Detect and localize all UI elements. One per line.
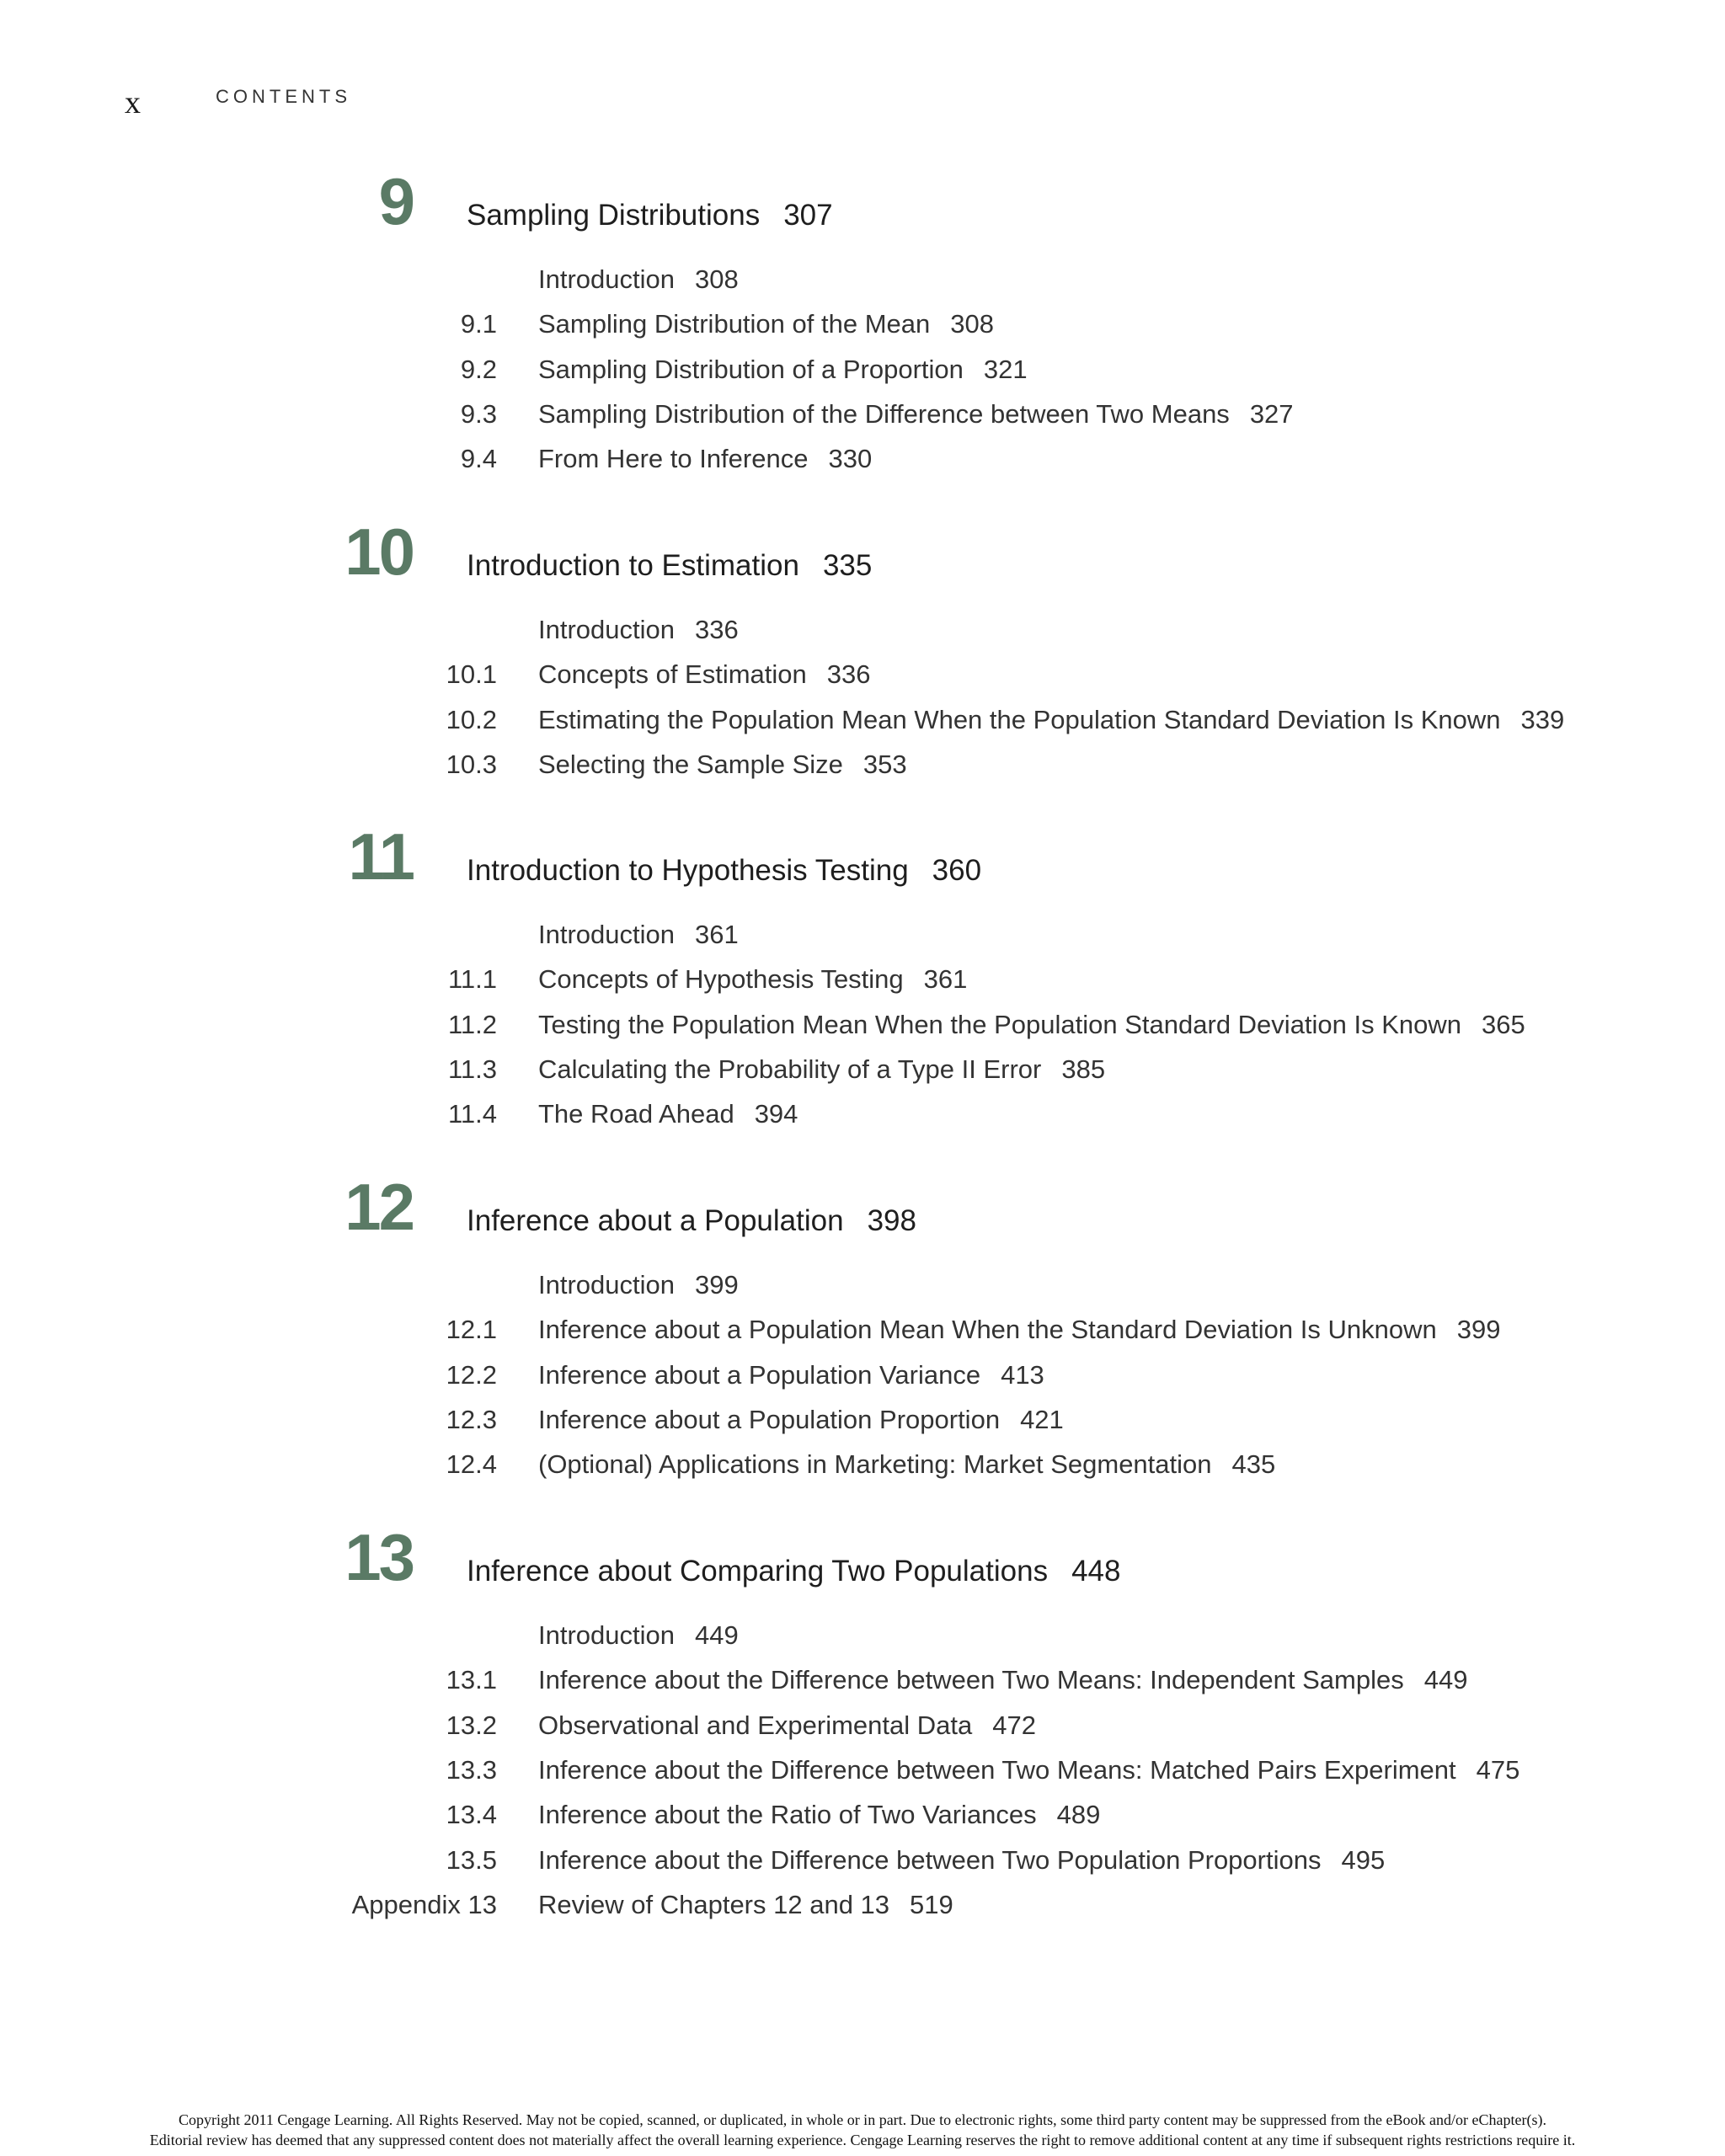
section-title <box>538 1272 739 1298</box>
section-title-text: Inference about the Ratio of Two Variances <box>538 1800 1037 1830</box>
toc-entry[interactable] <box>0 1316 1725 1350</box>
chapter-title: Inference about Comparing Two Populations <box>467 1555 1049 1588</box>
chapter-page: 307 <box>783 199 833 232</box>
toc-entry[interactable] <box>0 704 1725 740</box>
section-title-text: Concepts of Hypothesis Testing <box>538 964 904 995</box>
section-title <box>538 446 872 472</box>
section-number: 10.2 <box>446 704 497 734</box>
section-title <box>538 964 968 995</box>
section-title-text: Introduction <box>538 1270 675 1299</box>
section-number: 10.1 <box>446 659 497 690</box>
toc-entry[interactable] <box>0 1406 1725 1440</box>
section-title <box>538 1712 1036 1738</box>
section-page: 399 <box>695 1270 739 1299</box>
section-number: 11.4 <box>447 1099 497 1129</box>
section-number: 13.5 <box>446 1844 497 1875</box>
section-title-text: The Road Ahead <box>538 1099 734 1129</box>
section-title <box>538 1449 1276 1480</box>
toc-entry[interactable] <box>0 1101 1725 1134</box>
section-page: 308 <box>695 264 739 294</box>
section-title <box>538 659 871 690</box>
toc-entry[interactable] <box>0 1359 1725 1396</box>
section-title-text: Review of Chapters 12 and 13 <box>538 1889 890 1919</box>
toc-entry[interactable] <box>0 921 1725 955</box>
chapter-title: Introduction to Estimation <box>467 549 799 582</box>
section-page: 353 <box>862 749 907 779</box>
section-title <box>538 266 739 292</box>
section-page: 365 <box>1482 1009 1525 1039</box>
section-page: 394 <box>754 1099 798 1129</box>
section-page: 327 <box>1249 398 1294 429</box>
chapter-number: 11 <box>348 819 413 894</box>
section-title <box>538 1754 1520 1785</box>
section-page: 495 <box>1341 1844 1386 1875</box>
section-title-text: Observational and Experimental Data <box>538 1710 973 1740</box>
section-number: Appendix 13 <box>351 1889 497 1919</box>
section-title <box>538 1056 1105 1082</box>
section-page: 489 <box>1056 1800 1101 1830</box>
section-page: 472 <box>992 1710 1036 1740</box>
section-title-text: Calculating the Probability of a Type II Error <box>538 1054 1042 1084</box>
section-title-text: Introduction <box>538 1620 675 1650</box>
toc-entry[interactable] <box>0 1272 1725 1305</box>
section-title <box>538 1011 1525 1038</box>
section-title-text: Introduction <box>538 615 675 644</box>
section-number: 12.2 <box>446 1359 497 1390</box>
toc-entry[interactable] <box>0 266 1725 300</box>
section-title <box>538 1315 1501 1345</box>
chapter-page: 448 <box>1071 1555 1121 1588</box>
chapter-page: 360 <box>932 854 982 887</box>
section-title <box>538 1101 798 1127</box>
chapter-title: Inference about a Population <box>467 1204 844 1237</box>
copyright-footer <box>0 2110 1725 2151</box>
section-title-text: Introduction <box>538 264 675 294</box>
section-title <box>538 704 1565 734</box>
section-page: 421 <box>1020 1404 1064 1434</box>
section-title-text: Concepts of Estimation <box>538 659 807 690</box>
section-number: 13.3 <box>446 1754 497 1785</box>
toc-entry[interactable] <box>0 661 1725 695</box>
section-title <box>538 1889 953 1919</box>
chapter-number: 10 <box>344 515 413 589</box>
section-page: 336 <box>695 615 739 644</box>
section-page: 399 <box>1456 1315 1501 1345</box>
section-title-text: Inference about the Difference between Two Population Proportions <box>538 1844 1322 1875</box>
section-number: 13.4 <box>446 1800 497 1830</box>
section-title-text: Sampling Distribution of the Difference between Two Means <box>538 398 1230 429</box>
running-head: CONTENTS <box>216 86 351 107</box>
toc-entry[interactable] <box>0 1667 1725 1700</box>
section-title <box>538 616 739 643</box>
section-page: 449 <box>695 1620 739 1650</box>
section-title-text: From Here to Inference <box>538 444 809 474</box>
chapter-title: Introduction to Hypothesis Testing <box>467 854 909 887</box>
section-number: 13.2 <box>446 1710 497 1740</box>
section-title-text: Sampling Distribution of a Proportion <box>538 354 964 384</box>
section-page: 435 <box>1231 1449 1276 1480</box>
section-number: 12.1 <box>446 1315 497 1345</box>
section-title <box>538 921 739 947</box>
page-number: x <box>125 85 141 120</box>
section-title-text: Inference about a Population Proportion <box>538 1404 1001 1434</box>
section-page: 308 <box>950 309 994 339</box>
toc-entry[interactable] <box>0 751 1725 785</box>
section-number: 11.2 <box>447 1009 497 1039</box>
section-title-text: (Optional) Applications in Marketing: Market Segmentation <box>538 1449 1212 1480</box>
toc-entry[interactable] <box>0 1011 1725 1045</box>
section-number: 9.2 <box>460 354 497 384</box>
toc-entry[interactable] <box>0 1451 1725 1485</box>
chapter-number: 12 <box>344 1170 413 1244</box>
copyright-line-2: Editorial review has deemed that any suppressed content does not materially affect the overall learning experience. Cengage Learning reserves the right to remove additional content at any time if subsequent rights restrictions require it. <box>149 2132 1576 2149</box>
section-number: 11.1 <box>447 964 497 995</box>
section-title-text: Sampling Distribution of the Mean <box>538 309 931 339</box>
toc-entry[interactable] <box>0 1622 1725 1656</box>
toc-entry[interactable] <box>0 1754 1725 1790</box>
section-title <box>538 1406 1064 1433</box>
section-title-text: Inference about the Difference between Two Means: Independent Samples <box>538 1665 1404 1695</box>
toc-entry[interactable] <box>0 1844 1725 1881</box>
section-page: 336 <box>826 659 871 690</box>
section-page: 339 <box>1520 704 1565 734</box>
toc-entry[interactable] <box>0 311 1725 344</box>
toc-entry[interactable] <box>0 1712 1725 1746</box>
section-title-text: Inference about a Population Variance <box>538 1359 981 1390</box>
section-number: 9.3 <box>460 398 497 429</box>
toc-entry[interactable] <box>0 966 1725 1000</box>
section-page: 385 <box>1061 1054 1106 1084</box>
section-title-text: Introduction <box>538 920 675 949</box>
section-number: 9.4 <box>460 444 497 474</box>
chapter-heading[interactable] <box>467 1206 916 1235</box>
section-title <box>538 751 907 777</box>
section-title <box>538 311 994 337</box>
section-number: 10.3 <box>446 749 497 779</box>
section-page: 361 <box>695 920 739 949</box>
chapter-number: 13 <box>344 1520 413 1594</box>
toc-entry[interactable] <box>0 446 1725 479</box>
section-number: 12.3 <box>446 1404 497 1434</box>
section-page: 413 <box>1001 1359 1044 1390</box>
chapter-heading[interactable] <box>467 551 872 580</box>
section-page: 475 <box>1476 1754 1520 1785</box>
section-page: 321 <box>983 354 1028 384</box>
toc-entry[interactable] <box>0 356 1725 390</box>
copyright-line-1: Copyright 2011 Cengage Learning. All Rights Reserved. May not be copied, scanned, or duplicated, in whole or in part. Due to electronic rights, some third party content may be suppressed from the eBook and/or eChapter(s). <box>179 2111 1546 2128</box>
toc-entry[interactable] <box>0 616 1725 650</box>
section-number: 12.4 <box>446 1449 497 1480</box>
section-title <box>538 1844 1386 1875</box>
toc-entry[interactable] <box>0 398 1725 435</box>
section-title <box>538 1622 739 1648</box>
section-title-text: Estimating the Population Mean When the Population Standard Deviation Is Known <box>538 704 1501 734</box>
section-title-text: Inference about a Population Mean When the Standard Deviation Is Unknown <box>538 1315 1437 1345</box>
chapter-title: Sampling Distributions <box>467 199 761 232</box>
toc-entry[interactable] <box>0 1801 1725 1835</box>
toc-entry[interactable] <box>0 1889 1725 1925</box>
section-page: 449 <box>1423 1665 1468 1695</box>
chapter-heading[interactable] <box>467 1556 1120 1586</box>
section-page: 330 <box>828 444 873 474</box>
section-number: 13.1 <box>446 1665 497 1695</box>
section-title-text: Inference about the Difference between Two Means: Matched Pairs Experiment <box>538 1754 1456 1785</box>
section-number: 11.3 <box>447 1054 497 1084</box>
chapter-number: 9 <box>378 164 413 238</box>
section-title <box>538 1359 1044 1390</box>
chapter-page: 335 <box>822 549 873 582</box>
toc-entry[interactable] <box>0 1056 1725 1090</box>
chapter-heading[interactable] <box>467 200 833 230</box>
section-page: 361 <box>923 964 968 995</box>
section-title <box>538 1801 1100 1828</box>
section-number: 9.1 <box>460 309 497 339</box>
chapter-page: 398 <box>867 1204 916 1237</box>
section-title-text: Selecting the Sample Size <box>538 749 843 779</box>
section-title <box>538 1667 1467 1693</box>
section-page: 519 <box>910 1889 953 1919</box>
section-title-text: Testing the Population Mean When the Population Standard Deviation Is Known <box>538 1009 1462 1039</box>
chapter-heading[interactable] <box>467 856 981 885</box>
section-title <box>538 398 1294 429</box>
section-title <box>538 356 1028 382</box>
